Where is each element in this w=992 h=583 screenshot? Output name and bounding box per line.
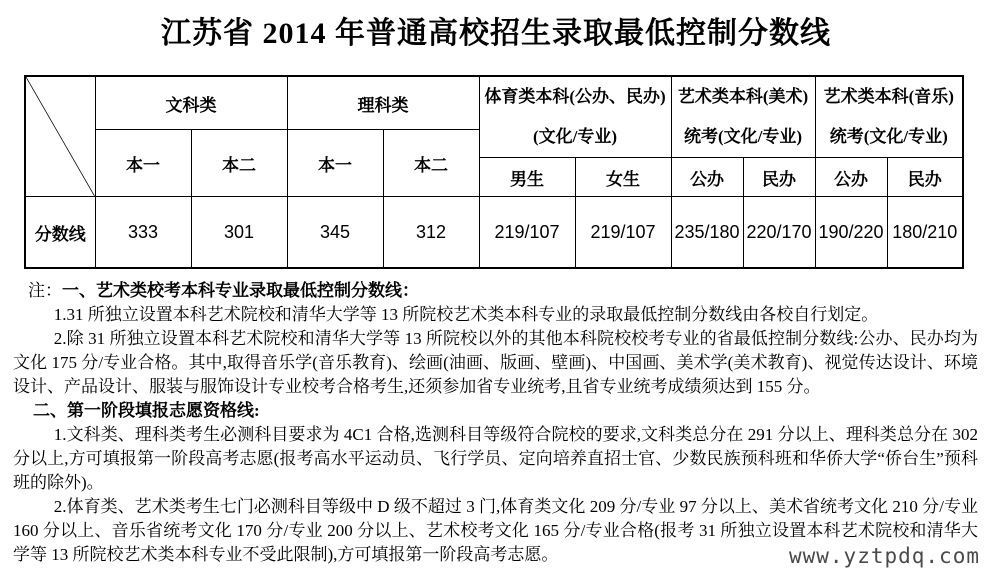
score-cell: 190/220 [815, 197, 887, 269]
group-label-line2: (文化/专业) [532, 127, 618, 146]
col-group-liberal-arts: 文科类 [95, 76, 287, 130]
subcol-music-public: 公办 [815, 158, 887, 197]
note-prefix: 注： [28, 281, 62, 300]
group-label-line1: 艺术类本科(美术) [677, 87, 809, 106]
score-cell: 220/170 [743, 197, 815, 269]
subcol-fine-public: 公办 [671, 158, 743, 197]
note-paragraph: 1.文科类、理科类考生必测科目要求为 4C1 合格,选测科目等级符合院校的要求,文科类总分在 291 分以上、理科类总分在 302 分以上,方可填报第一阶段高考志愿(报考高水平运动员、飞行学员、定向培养直招士官、少数民族预科班和华侨大学“侨台生”预科班的除外)。 [13, 425, 978, 492]
col-group-sports [479, 76, 671, 158]
note-paragraph: 1.31 所独立设置本科艺术院校和清华大学等 13 所院校艺术类本科专业的录取最低控制分数线由各校自行划定。 [53, 305, 879, 324]
score-cell: 301 [191, 197, 287, 269]
score-cell: 219/107 [479, 197, 575, 269]
score-cell: 312 [383, 197, 479, 269]
section1-heading: 一、艺术类校考本科专业录取最低控制分数线： [62, 281, 419, 300]
note-paragraph: 2.体育类、艺术类考生七门必测科目等级中 D 级不超过 3 门,体育类文化 209 分/专业 97 分以上、美术省统考文化 210 分/专业 160 分以上、音乐省统考文化 170 分/专业 200 分以上、艺术校考文化 165 分/专业合格(报考 31 所独立设置本科艺术院校和清华大学等 13 所院校艺术类本科专业不受此限制),方可填报第一阶段高考志愿。 [13, 497, 978, 564]
score-cell: 235/180 [671, 197, 743, 269]
group-label-line1: 艺术类本科(音乐) [823, 87, 954, 106]
watermark: www.yztpdq.com [788, 544, 980, 568]
group-label-line2: 统考(文化/专业) [829, 127, 948, 146]
subcol-li-ben2: 本二 [383, 130, 479, 197]
subcol-wen-ben2: 本二 [191, 130, 287, 197]
corner-cell [25, 76, 95, 197]
note-heading-1 [13, 279, 978, 303]
subcol-female: 女生 [575, 158, 671, 197]
score-cell: 333 [95, 197, 191, 269]
group-label-line1: 体育类本科(公办、民办) [484, 87, 666, 106]
score-table [24, 75, 964, 269]
score-cell: 345 [287, 197, 383, 269]
col-group-art-music [815, 76, 963, 158]
diagonal-line [26, 77, 95, 196]
subcol-music-private: 民办 [887, 158, 963, 197]
group-label-line2: 统考(文化/专业) [683, 127, 803, 146]
subcol-male: 男生 [479, 158, 575, 197]
note-paragraph: 2.除 31 所独立设置本科艺术院校和清华大学等 13 所院校以外的其他本科院校校考专业的省最低控制分数线:公办、民办均为文化 175 分/专业合格。其中,取得音乐学(音乐教育)、绘画(油画、版画、壁画)、中国画、美术学(美术教育)、视觉传达设计、环境设计、产品设计、服装与服饰设计专业校考合格考生,还须参加省专业统考,且省专业统考成绩须达到 155 分。 [13, 329, 978, 396]
score-cell: 219/107 [575, 197, 671, 269]
section2-heading: 二、第一阶段填报志愿资格线: [33, 401, 260, 420]
notes [13, 279, 978, 567]
subcol-li-ben1: 本一 [287, 130, 383, 197]
subcol-fine-private: 民办 [743, 158, 815, 197]
subcol-wen-ben1: 本一 [95, 130, 191, 197]
score-cell: 180/210 [887, 197, 963, 269]
col-group-science: 理科类 [287, 76, 479, 130]
col-group-art-fine [671, 76, 815, 158]
page-title: 江苏省 2014 年普通高校招生录取最低控制分数线 [161, 17, 831, 50]
row-label: 分数线 [25, 197, 95, 269]
table-row [25, 197, 963, 269]
